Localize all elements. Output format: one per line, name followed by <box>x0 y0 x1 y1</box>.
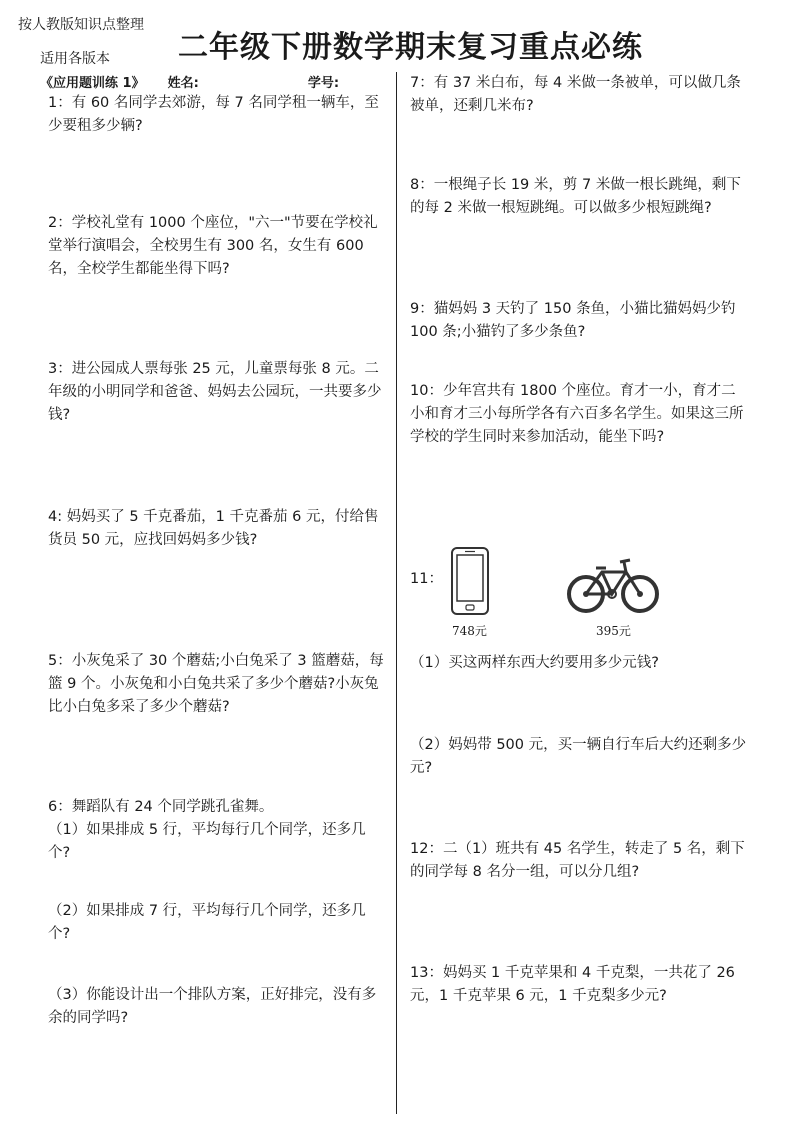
question-8: 8：一根绳子长 19 米，剪 7 米做一根长跳绳，剩下的每 2 米做一根短跳绳。可以做多少根短跳绳? <box>410 177 741 216</box>
question-12: 12：二（1）班共有 45 名学生，转走了 5 名，剩下的同学每 8 名分一组，可以分几组? <box>410 841 745 880</box>
section-label: 《应用题训练 1》 <box>40 76 145 91</box>
question-10: 10：少年宫共有 1800 个座位。育才一小，育才二小和育才三小每所学各有六百多名学生。如果这三所学校的学生同时来参加活动，能坐下吗? <box>410 383 744 445</box>
question-7: 7：有 37 米白布，每 4 米做一条被单，可以做几条被单，还剩几米布? <box>410 75 741 114</box>
question-2: 2：学校礼堂有 1000 个座位，"六一"节要在学校礼堂举行演唱会，全校男生有 300 名，女生有 600 名，全校学生都能坐得下吗? <box>48 215 378 277</box>
edition-note: 按人教版知识点整理 <box>18 17 144 33</box>
question-11-part-2: （2）妈妈带 500 元，买一辆自行车后大约还剩多少元? <box>410 737 747 776</box>
question-5: 5：小灰兔采了 30 个蘑菇;小白兔采了 3 篮蘑菇，每篮 9 个。小灰兔和小白兔共采了多少个蘑菇?小灰兔比小白兔多采了多少个蘑菇? <box>48 653 384 715</box>
question-6-part-2: （2）如果排成 7 行，平均每行几个同学，还多几个? <box>48 903 366 942</box>
phone-icon <box>450 546 490 616</box>
phone-price: 748元 <box>452 624 487 638</box>
question-3: 3：进公园成人票每张 25 元，儿童票每张 8 元。二年级的小明同学和爸爸、妈妈去公园玩，一共要多少钱? <box>48 361 382 423</box>
bicycle-icon <box>566 556 660 616</box>
question-9: 9：猫妈妈 3 天钓了 150 条鱼，小猫比猫妈妈少钓 100 条;小猫钓了多少条鱼? <box>410 301 736 340</box>
worksheet-header <box>40 72 339 91</box>
page-title: 二年级下册数学期末复习重点必练 <box>178 30 643 65</box>
column-divider <box>396 72 397 1114</box>
question-6-intro: 6：舞蹈队有 24 个同学跳孔雀舞。 <box>48 799 274 815</box>
question-6-part-1: （1）如果排成 5 行，平均每行几个同学，还多几个? <box>48 822 366 861</box>
id-label: 学号: <box>307 76 340 91</box>
question-11-part-1: （1）买这两样东西大约要用多少元钱? <box>410 655 659 671</box>
question-6-part-3: （3）你能设计出一个排队方案，正好排完，没有多余的同学吗? <box>48 987 377 1026</box>
name-label: 姓名: <box>167 76 199 91</box>
question-13: 13：妈妈买 1 千克苹果和 4 千克梨，一共花了 26 元，1 千克苹果 6 元，1 千克梨多少元? <box>410 965 735 1004</box>
applicable-note: 适用各版本 <box>40 51 110 67</box>
question-11-label: 11： <box>410 571 443 587</box>
bicycle-price: 395元 <box>596 624 631 638</box>
question-1: 1：有 60 名同学去郊游，每 7 名同学租一辆车，至少要租多少辆? <box>48 95 379 134</box>
question-4: 4: 妈妈买了 5 千克番茄，1 千克番茄 6 元，付给售货员 50 元，应找回妈妈多少钱? <box>48 509 379 548</box>
